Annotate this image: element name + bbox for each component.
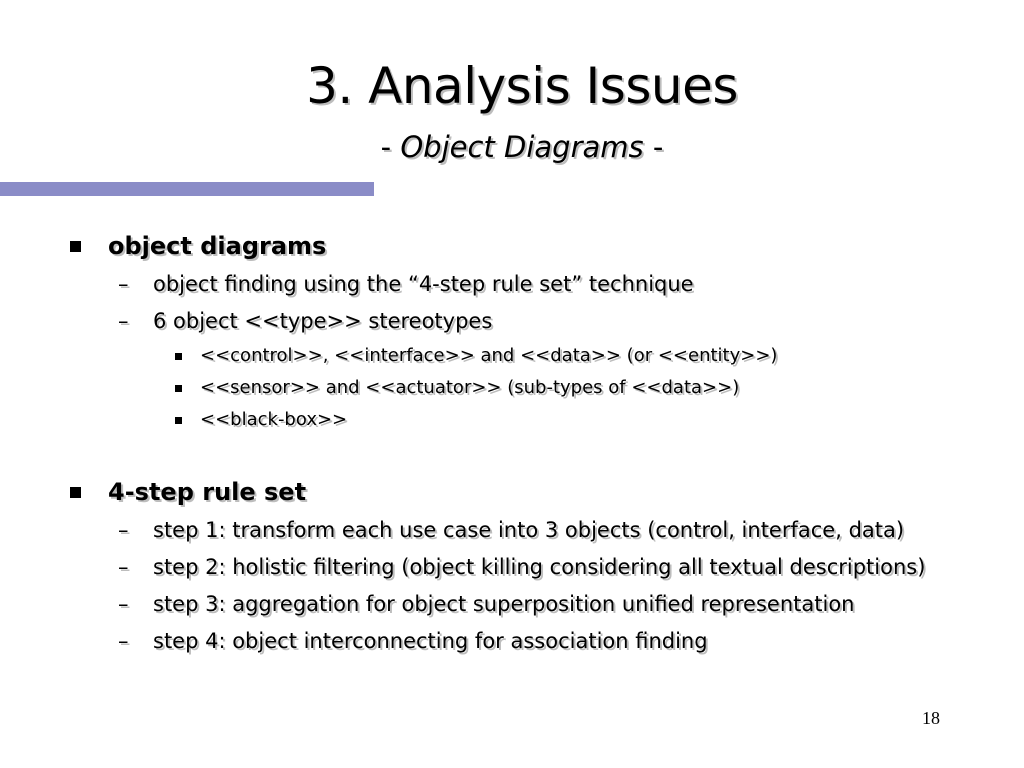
sub-sub-bullet-text: <<control>>, <<interface>> and <<data>> (or <<entity>>) [200, 345, 778, 366]
sub-bullet-text: 6 object <<type>> stereotypes [153, 309, 493, 333]
small-square-bullet-icon [175, 353, 182, 360]
small-square-bullet-icon [175, 385, 182, 392]
dash-bullet-icon: – [118, 518, 129, 542]
dash-bullet-icon: – [118, 592, 129, 616]
sub-bullet-text: step 4: object interconnecting for association finding [153, 629, 708, 653]
sub-bullet-text: step 3: aggregation for object superposition unified representation [153, 592, 855, 616]
sub-bullet-text: step 2: holistic filtering (object killing considering all textual descriptions) [153, 555, 926, 579]
bullet-text: object diagrams [108, 232, 327, 260]
sub-sub-bullet-text: <<black-box>> [200, 409, 348, 430]
dash-bullet-icon: – [118, 555, 129, 579]
dash-bullet-icon: – [118, 309, 129, 333]
subtitle-text: Object Diagrams [400, 130, 644, 164]
slide-title: 3. Analysis Issues [306, 57, 738, 115]
subtitle-suffix: - [643, 130, 664, 164]
sub-sub-bullet-text: <<sensor>> and <<actuator>> (sub-types of <<data>>) [200, 377, 740, 398]
dash-bullet-icon: – [118, 272, 129, 296]
sub-bullet-text: step 1: transform each use case into 3 objects (control, interface, data) [153, 518, 905, 542]
sub-bullet-text: object finding using the “4-step rule set” technique [153, 272, 694, 296]
bullet-text: 4-step rule set [108, 478, 307, 506]
dash-bullet-icon: – [118, 629, 129, 653]
page-number: 18 [922, 708, 940, 728]
small-square-bullet-icon [175, 417, 182, 424]
subtitle-prefix: - [380, 130, 401, 164]
square-bullet-icon [70, 241, 81, 252]
square-bullet-icon [70, 487, 81, 498]
